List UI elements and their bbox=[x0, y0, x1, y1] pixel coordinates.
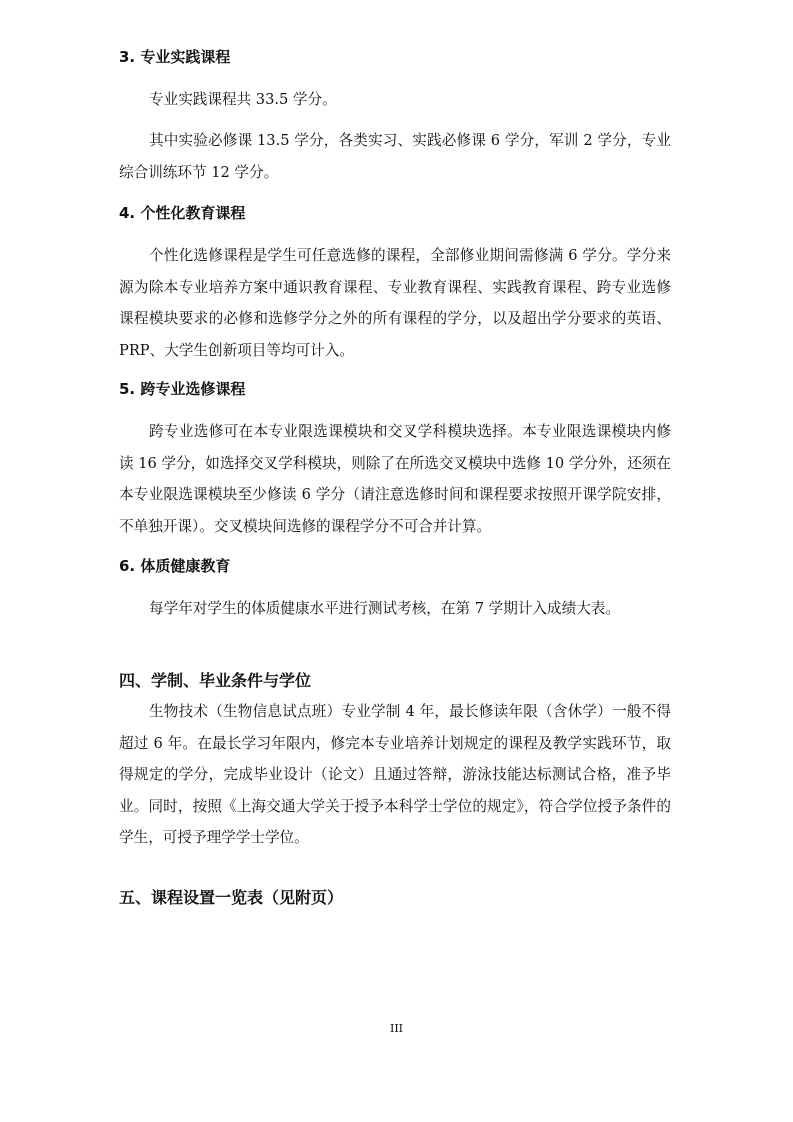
paragraph-physical-health: 每学年对学生的体质健康水平进行测试考核，在第 7 学期计入成绩大表。 bbox=[149, 600, 620, 617]
section-heading-professional-practice: 3. 专业实践课程 bbox=[119, 48, 231, 66]
paragraph-personalized-electives: 个性化选修课程是学生可任意选修的课程，全部修业期间需修满 6 学分。学分来源为除本专业培养方案中通识教育课程、专业教育课程、实践教育课程、跨专业选修课程模块要求的必修和选修学分之外的所有课程的学分，以及超出学分要求的英语、PRP、大学生创新项目等均可计入。 bbox=[119, 247, 671, 359]
page-number: III bbox=[389, 1022, 404, 1035]
paragraph-practice-total-credits: 专业实践课程共 33.5 学分。 bbox=[149, 91, 337, 108]
paragraph-practice-credit-breakdown: 其中实验必修课 13.5 学分，各类实习、实践必修课 6 学分，军训 2 学分，专业综合训练环节 12 学分。 bbox=[119, 132, 671, 181]
section-heading-personalized-education: 4. 个性化教育课程 bbox=[119, 204, 246, 222]
section-heading-cross-major-electives: 5. 跨专业选修课程 bbox=[119, 380, 246, 398]
part-heading-schooling-graduation-degree: 四、学制、毕业条件与学位 bbox=[119, 671, 312, 690]
section-heading-physical-health: 6. 体质健康教育 bbox=[119, 557, 231, 575]
paragraph-schooling-graduation-degree: 生物技术（生物信息试点班）专业学制 4 年，最长修读年限（含休学）一般不得超过 6 年。在最长学习年限内，修完本专业培养计划规定的课程及教学实践环节，取得规定的学分，完成毕业设计（论文）且通过答辩，游泳技能达标测试合格，准予毕业。同时，按照《上海交通大学关于授予本科学士学位的规定》，符合学位授予条件的学生，可授予理学学士学位。 bbox=[119, 703, 671, 846]
part-heading-course-list: 五、课程设置一览表（见附页） bbox=[119, 888, 344, 907]
paragraph-cross-major-electives: 跨专业选修可在本专业限选课模块和交叉学科模块选择。本专业限选课模块内修读 16 学分，如选择交叉学科模块，则除了在所选交叉模块中选修 10 学分外，还须在本专业限选课模块至少修读 6 学分（请注意选修时间和课程要求按照开课学院安排，不单独开课）。交叉模块间选修的课程学分不可合并计算。 bbox=[119, 423, 671, 535]
